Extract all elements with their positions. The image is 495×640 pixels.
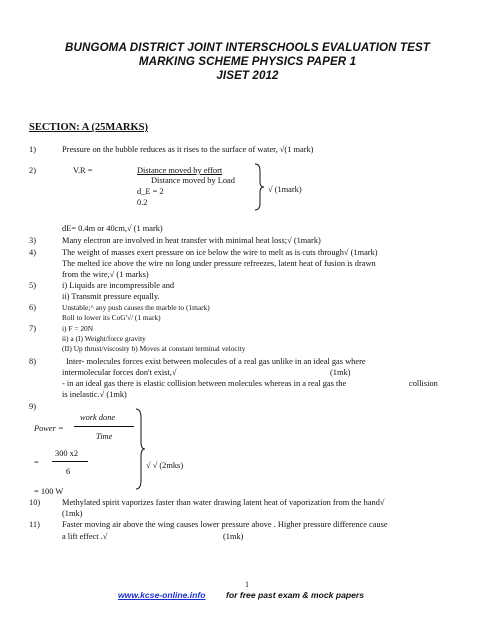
q8-line-1: Inter- molecules forces exist between molecules of a real gas unlike in an ideal gas where xyxy=(66,357,366,366)
q2-de-text: d_E = 2 xyxy=(137,187,164,196)
q10-line-1: Methylated spirit vaporizes faster than water drawing latent heat of vaporization from the hand√ xyxy=(62,498,385,507)
q1-number: 1) xyxy=(29,145,36,154)
q7-line-1: i) F = 20N xyxy=(62,324,94,333)
q9-fraction-bar-1 xyxy=(74,426,134,427)
q8-line-3-end: collision xyxy=(409,379,438,388)
q2-vr-label: V.R = xyxy=(73,166,93,175)
footer-tagline: for free past exam & mock papers xyxy=(226,590,365,600)
q8-line-4: is inelastic.√ (1mk) xyxy=(62,390,127,399)
q8-line-2-mark: (1mk) xyxy=(330,368,351,377)
q7-line-2: ii) a (I) Weight/force gravity xyxy=(62,334,146,343)
q9-mark: √ √ (2mks) xyxy=(146,461,184,470)
q5-line-1: i) Liquids are incompressible and xyxy=(62,281,175,290)
q3-answer: Many electron are involved in heat transfer with minimal heat loss;√ (1mark) xyxy=(62,236,321,245)
q8-line-2: intermolecular forces don't exist,√ xyxy=(62,368,177,377)
q4-number: 4) xyxy=(29,248,36,257)
q4-line-2: The melted ice above the wire no long under pressure refreezes, latent heat of fusion is drawn xyxy=(62,259,376,268)
q9-time-text: Time xyxy=(96,432,113,441)
q9-brace xyxy=(134,408,146,490)
section-title: SECTION: A (25MARKS) xyxy=(29,122,149,133)
q2-effort-text: Distance moved by effort xyxy=(137,166,223,175)
header-title-line-1: BUNGOMA DISTRICT JOINT INTERSCHOOLS EVALUATION TEST xyxy=(65,41,430,54)
page-number: 1 xyxy=(245,580,249,589)
q4-line-3: from the wire,√ (1 marks) xyxy=(62,270,149,279)
q9-power-label: Power = xyxy=(34,424,64,433)
q9-equals: = xyxy=(34,458,39,467)
header-title-line-2: MARKING SCHEME PHYSICS PAPER 1 xyxy=(138,55,357,68)
q3-number: 3) xyxy=(29,236,36,245)
q7-line-3: (II) Up thrust/viscosity b) Moves at constant terminal velocity xyxy=(62,344,246,353)
q6-number: 6) xyxy=(29,303,36,312)
q9-work-text: work done xyxy=(80,413,116,422)
q6-line-2: Roll to lower its CoG'√/ (1 mark) xyxy=(62,313,161,322)
q11-line-2-mark: (1mk) xyxy=(223,532,244,541)
q2-mark: √ (1mark) xyxy=(268,185,302,194)
q10-number: 10) xyxy=(29,498,41,507)
q5-line-2: ii) Transmit pressure equally. xyxy=(62,292,160,301)
footer-link[interactable]: www.kcse-online.info xyxy=(118,590,206,600)
q1-answer: Pressure on the bubble reduces as it rises to the surface of water, √(1 mark) xyxy=(62,145,314,154)
q10-line-2: (1mk) xyxy=(62,509,83,518)
q9-denominator: 6 xyxy=(66,467,71,476)
q2-load-text: Distance moved by Load xyxy=(151,176,235,185)
q2-brace xyxy=(253,163,265,211)
header-title-line-3: JISET 2012 xyxy=(216,69,279,82)
q8-number: 8) xyxy=(29,357,36,366)
q11-line-2: a lift effect .√ xyxy=(62,532,108,541)
q11-number: 11) xyxy=(29,520,40,529)
q4-line-1: The weight of masses exert pressure on ice below the wire to melt as is cuts through√ (1mark) xyxy=(62,248,378,257)
q7-number: 7) xyxy=(29,324,36,333)
q9-number: 9) xyxy=(29,402,36,411)
q8-line-3: - in an ideal gas there is elastic collision between molecules whereas in a real gas the xyxy=(62,379,347,388)
q5-number: 5) xyxy=(29,281,36,290)
q2-number: 2) xyxy=(29,166,36,175)
q2-result: dE= 0.4m or 40cm,√ (1 mark) xyxy=(62,224,163,233)
q11-line-1: Faster moving air above the wing causes lower pressure above . Higher pressure difference cause xyxy=(62,520,388,529)
q9-result: = 100 W xyxy=(34,487,64,496)
q2-value: 0.2 xyxy=(137,198,148,207)
q9-fraction-bar-2 xyxy=(52,461,88,462)
q6-line-1: Unstable;^ any push causes the marble to (1mark) xyxy=(62,303,210,312)
q9-numerator: 300 x2 xyxy=(55,449,79,458)
